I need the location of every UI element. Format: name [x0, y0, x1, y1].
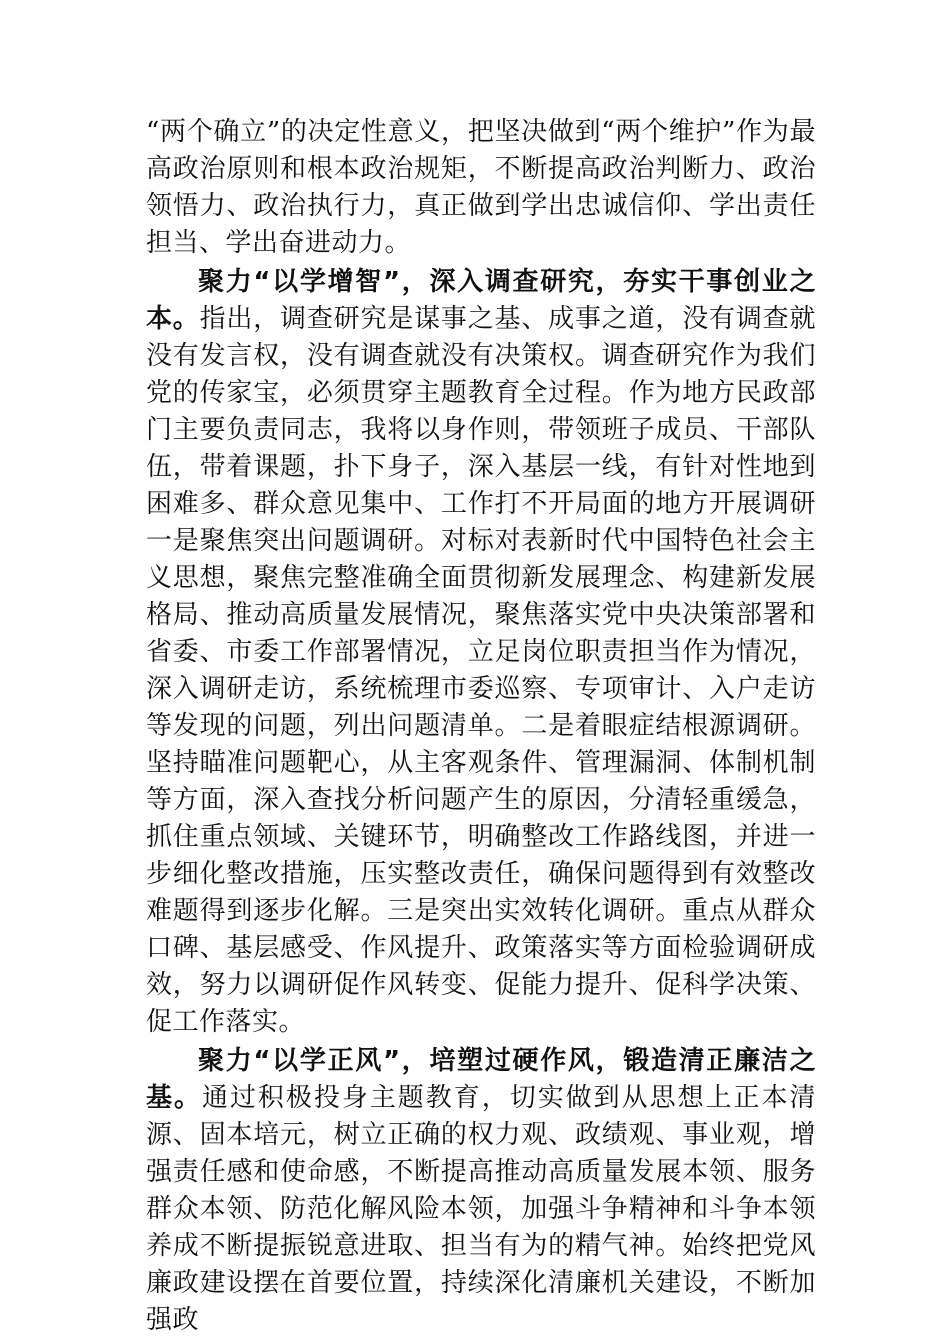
- paragraph-1-body: “两个确立”的决定性意义，把坚决做到“两个维护”作为最高政治原则和根本政治规矩，不断提高政治判断力、政治领悟力、政治执行力，真正做到学出忠诚信仰、学出责任担当、学出奋进动力。: [146, 117, 816, 258]
- paragraph-3-body: 通过积极投身主题教育，切实做到从思想上正本清源、固本培元，树立正确的权力观、政绩观、事业观，增强责任感和使命感，不断提高推动高质量发展本领、服务群众本领、防范化解风险本领，加强斗争精神和斗争本领养成不断提振锐意进取、担当有为的精气神。始终把党风廉政建设摆在首要位置，持续深化清廉机关建设，不断加强政: [146, 1083, 816, 1335]
- paragraph-3-lead: 聚力“以学正风”，培塑过硬作风，锻造清正廉洁之基。: [146, 1046, 816, 1113]
- paragraph-2-body: 指出，调查研究是谋事之基、成事之道，没有调查就没有发言权，没有调查就没有决策权。调查研究作为我们党的传家宝，必须贯穿主题教育全过程。作为地方民政部门主要负责同志，我将以身作则，带领班子成员、干部队伍，带着课题，扑下身子，深入基层一线，有针对性地到困难多、群众意见集中、工作打不开局面的地方开展调研一是聚焦突出问题调研。对标对表新时代中国特色社会主义思想，聚焦完整准确全面贯彻新发展理念、构建新发展格局、推动高质量发展情况，聚焦落实党中央决策部署和省委、市委工作部署情况，立足岗位职责担当作为情况，深入调研走访，系统梳理市委巡察、专项审计、入户走访等发现的问题，列出问题清单。二是着眼症结根源调研。坚持瞄准问题靶心，从主客观条件、管理漏洞、体制机制等方面，深入查找分析问题产生的原因，分清轻重缓急，抓住重点领域、关键环节，明确整改工作路线图，并进一步细化整改措施，压实整改责任，确保问题得到有效整改难题得到逐步化解。三是突出实效转化调研。重点从群众口碑、基层感受、作风提升、政策落实等方面检验调研成效，努力以调研促作风转变、促能力提升、促科学决策、促工作落实。: [146, 304, 816, 1037]
- paragraph-2-lead: 聚力“以学增智”，深入调查研究，夯实干事创业之本。: [146, 267, 816, 334]
- document-page: [146, 114, 816, 1341]
- paragraph-2: [146, 264, 816, 1041]
- paragraph-1: [146, 114, 816, 262]
- paragraph-3: [146, 1043, 816, 1339]
